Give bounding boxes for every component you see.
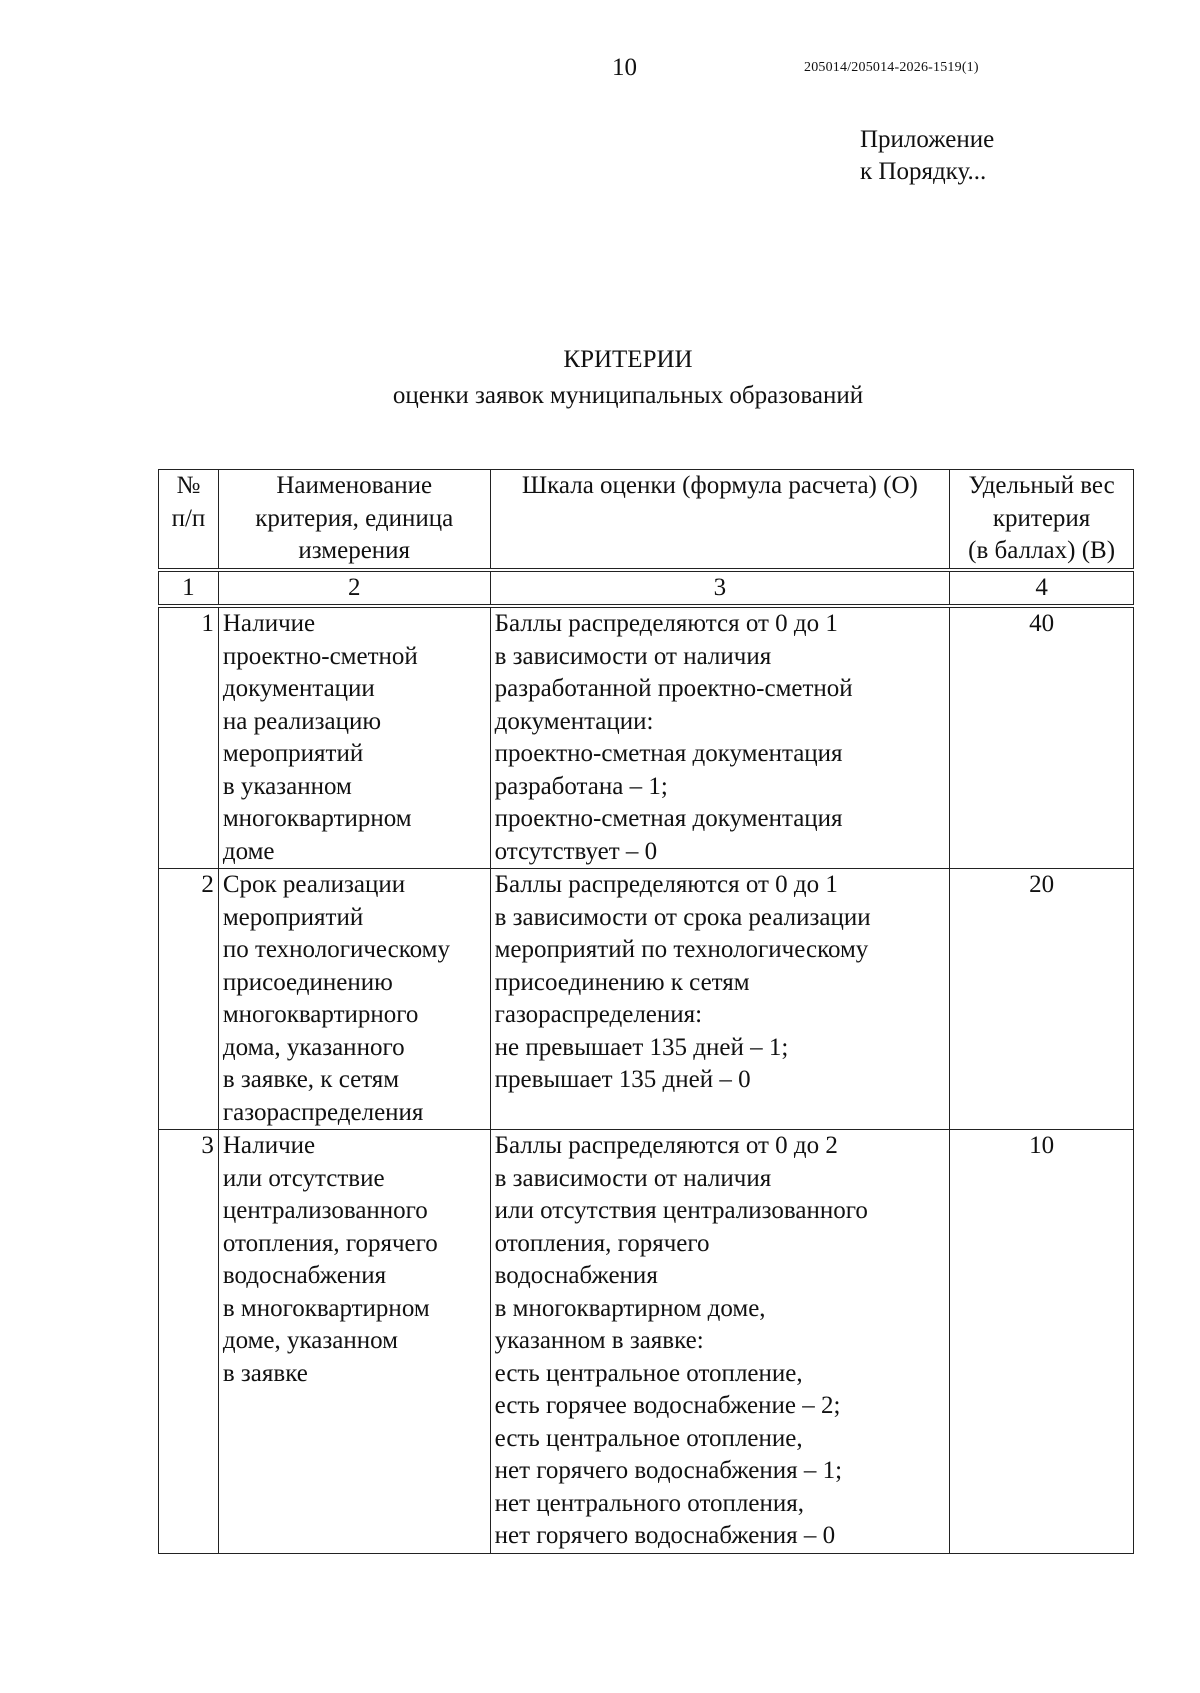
evaluation-scale-line: нет центрального отопления, <box>494 1489 805 1517</box>
criterion-name-line: Срок реализации <box>222 871 406 898</box>
criterion-name-line: по технологическому <box>222 936 450 963</box>
table-row <box>159 606 1134 869</box>
appendix-line-2: к Порядку... <box>860 158 987 185</box>
criterion-name-line: газораспределения <box>222 1098 424 1126</box>
appendix-note <box>860 124 994 188</box>
page-number: 10 <box>612 54 637 81</box>
criterion-name-line: присоединению <box>222 968 393 996</box>
evaluation-scale-line: нет горячего водоснабжения – 1; <box>494 1457 843 1484</box>
evaluation-scale <box>490 1130 950 1554</box>
evaluation-scale-line: документации: <box>494 707 654 735</box>
criterion-name-line: многоквартирного <box>222 1001 419 1028</box>
evaluation-scale-line: мероприятий по технологическому <box>494 936 869 963</box>
header-name-line: измерения <box>298 537 411 564</box>
criterion-name-line: в заявке, к сетям <box>222 1066 400 1093</box>
evaluation-scale-line: проектно-сметная документация <box>494 805 843 832</box>
header-weight-line: критерия <box>992 504 1091 532</box>
header-scale <box>490 470 950 570</box>
criterion-name-line: доме, указанном <box>222 1327 398 1354</box>
appendix-line-1: Приложение <box>860 126 995 153</box>
evaluation-scale-line: отопления, горячего <box>494 1229 710 1257</box>
evaluation-scale <box>490 869 950 1130</box>
header-weight <box>950 470 1134 570</box>
evaluation-scale-line: нет горячего водоснабжения – 0 <box>494 1522 836 1549</box>
column-number-row <box>159 570 1134 607</box>
evaluation-scale-line: в зависимости от срока реализации <box>494 903 871 931</box>
evaluation-scale-line: разработана – 1; <box>494 772 668 800</box>
column-number: 4 <box>950 570 1134 607</box>
table-row <box>159 869 1134 1130</box>
header-weight-line: Удельный вес <box>968 472 1115 499</box>
row-number: 3 <box>159 1130 219 1554</box>
evaluation-scale-line: есть центральное отопление, <box>494 1359 803 1387</box>
criterion-name-line: мероприятий <box>222 903 364 931</box>
evaluation-scale-line: в зависимости от наличия <box>494 1164 772 1192</box>
criterion-name-line: проектно-сметной <box>222 642 418 670</box>
table-row <box>159 1130 1134 1554</box>
criterion-name-line: или отсутствие <box>222 1164 385 1192</box>
criterion-weight: 40 <box>950 606 1134 869</box>
header-name-line: Наименование <box>276 472 433 499</box>
criterion-name-line: дома, указанного <box>222 1033 405 1061</box>
criterion-name-line: водоснабжения <box>222 1262 387 1289</box>
criterion-name-line: централизованного <box>222 1197 428 1224</box>
table-header-row <box>159 470 1134 570</box>
evaluation-scale-line: Баллы распределяются от 0 до 1 <box>494 610 838 637</box>
document-code: 205014/205014-2026-1519(1) <box>804 60 979 75</box>
evaluation-scale-line: превышает 135 дней – 0 <box>494 1066 751 1093</box>
criterion-name-line: мероприятий <box>222 740 364 767</box>
criterion-weight: 20 <box>950 869 1134 1130</box>
evaluation-scale-line: проектно-сметная документация <box>494 740 843 767</box>
criterion-name <box>218 606 490 869</box>
row-number: 1 <box>159 606 219 869</box>
criterion-name-line: многоквартирном <box>222 805 412 832</box>
evaluation-scale-line: или отсутствия централизованного <box>494 1197 868 1224</box>
document-subtitle: оценки заявок муниципальных образований <box>392 382 864 409</box>
criterion-name-line: Наличие <box>222 1132 316 1159</box>
header-weight-line: (в баллах) (В) <box>968 537 1116 564</box>
evaluation-scale-line: не превышает 135 дней – 1; <box>494 1033 789 1061</box>
evaluation-scale <box>490 606 950 869</box>
header-no-line: № <box>176 472 201 499</box>
evaluation-scale-line: Баллы распределяются от 0 до 1 <box>494 871 838 898</box>
criterion-name-line: документации <box>222 675 375 702</box>
criterion-name <box>218 869 490 1130</box>
criterion-name-line: Наличие <box>222 610 316 637</box>
row-number: 2 <box>159 869 219 1130</box>
header-scale-line: Шкала оценки (формула расчета) (О) <box>521 472 918 499</box>
evaluation-scale-line: отсутствует – 0 <box>494 837 658 865</box>
criterion-name <box>218 1130 490 1554</box>
criteria-table <box>158 469 1134 1554</box>
evaluation-scale-line: Баллы распределяются от 0 до 2 <box>494 1132 838 1159</box>
column-number: 3 <box>490 570 950 607</box>
header-name-line: критерия, единица <box>255 504 454 532</box>
criterion-name-line: в заявке <box>222 1359 308 1387</box>
evaluation-scale-line: в зависимости от наличия <box>494 642 772 670</box>
criterion-name-line: отопления, горячего <box>222 1229 438 1257</box>
evaluation-scale-line: есть центральное отопление, <box>494 1424 803 1452</box>
evaluation-scale-line: есть горячее водоснабжение – 2; <box>494 1392 841 1419</box>
evaluation-scale-line: указанном в заявке: <box>494 1327 704 1354</box>
evaluation-scale-line: газораспределения: <box>494 1001 703 1028</box>
header-name <box>218 470 490 570</box>
column-number: 2 <box>218 570 490 607</box>
criterion-name-line: на реализацию <box>222 707 382 735</box>
evaluation-scale-line: разработанной проектно-сметной <box>494 675 853 702</box>
column-number: 1 <box>159 570 219 607</box>
criterion-name-line: доме <box>222 837 275 865</box>
evaluation-scale-line: водоснабжения <box>494 1262 658 1289</box>
criterion-name-line: в многоквартирном <box>222 1294 430 1322</box>
header-no-line: п/п <box>171 504 206 532</box>
criterion-name-line: в указанном <box>222 772 352 800</box>
evaluation-scale-line: в многоквартирном доме, <box>494 1294 766 1322</box>
criterion-weight: 10 <box>950 1130 1134 1554</box>
header-no <box>159 470 219 570</box>
document-title: КРИТЕРИИ <box>563 346 693 373</box>
evaluation-scale-line: присоединению к сетям <box>494 968 750 996</box>
